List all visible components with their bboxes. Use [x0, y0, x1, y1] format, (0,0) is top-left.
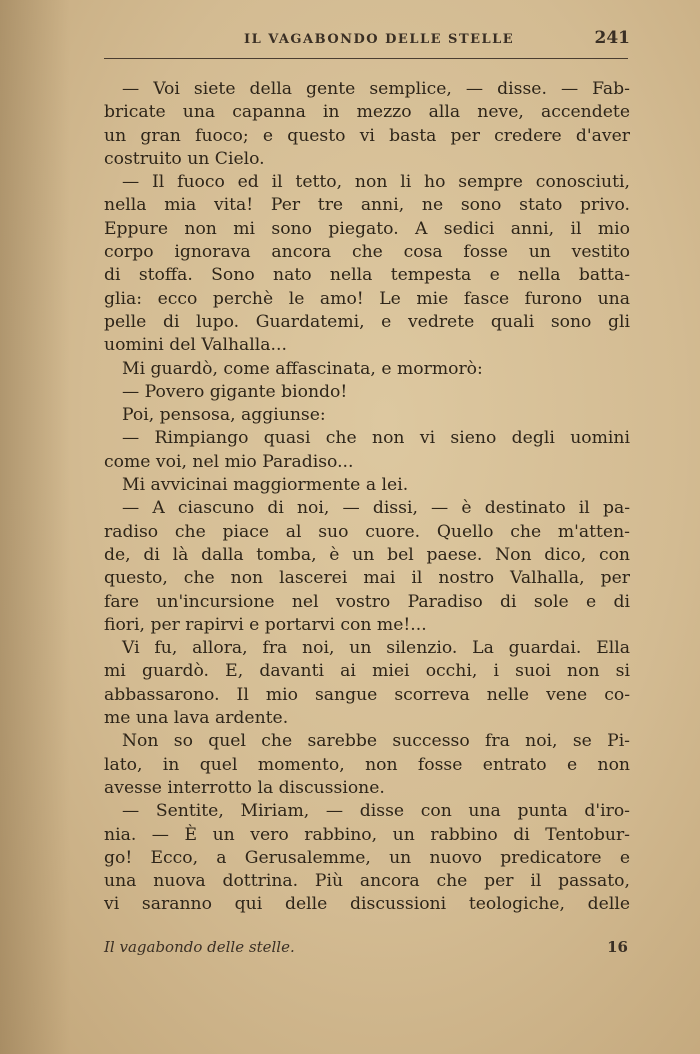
text-line: nella mia vita! Per tre anni, ne sono stato privo. [104, 195, 630, 216]
text-line: costruito un Cielo. [104, 148, 265, 169]
text-line: Non so quel che sarebbe successo fra noi, se Pi- [122, 731, 630, 752]
text-line: avesse interrotto la discussione. [104, 777, 385, 798]
text-line: Vi fu, allora, fra noi, un silenzio. La guardai. Ella [122, 638, 630, 659]
text-line: glia: ecco perchè le amo! Le mie fasce furono una [104, 288, 630, 309]
header-rule [104, 58, 628, 59]
text-line: un gran fuoco; e questo vi basta per credere d'aver [104, 125, 630, 146]
text-line: fiori, per rapirvi e portarvi con me!... [104, 614, 427, 635]
text-line: questo, che non lascerei mai il nostro Valhalla, per [104, 568, 630, 589]
text-line: — A ciascuno di noi, — dissi, — è destinato il pa- [122, 498, 630, 519]
footer-book-title: Il vagabondo delle stelle. [104, 938, 295, 956]
text-line: Mi guardò, come affascinata, e mormorò: [122, 358, 483, 379]
text-line: una nuova dottrina. Più ancora che per il passato, [104, 871, 630, 892]
text-line: fare un'incursione nel vostro Paradiso di sole e di [104, 591, 630, 612]
text-line: nia. — È un vero rabbino, un rabbino di Tentobur- [104, 824, 630, 845]
text-line: Mi avvicinai maggiormente a lei. [122, 475, 409, 496]
body-text [104, 78, 630, 917]
text-line: lato, in quel momento, non fosse entrato e non [104, 754, 630, 775]
text-line: me una lava ardente. [104, 708, 289, 729]
text-line: — Il fuoco ed il tetto, non li ho sempre conosciuti, [122, 172, 630, 193]
text-line: abbassarono. Il mio sangue scorreva nelle vene co- [104, 684, 630, 705]
text-line: corpo ignorava ancora che cosa fosse un vestito [104, 242, 630, 263]
signature-mark: 16 [607, 938, 628, 956]
text-line: Poi, pensosa, aggiunse: [122, 405, 326, 426]
text-line: mi guardò. E, davanti ai miei occhi, i suoi non si [104, 661, 630, 682]
text-line: pelle di lupo. Guardatemi, e vedrete quali sono gli [104, 311, 630, 332]
text-line: de, di là dalla tomba, è un bel paese. Non dico, con [104, 544, 630, 565]
page-footer [104, 938, 628, 964]
text-line: go! Ecco, a Gerusalemme, un nuovo predicatore e [104, 847, 630, 868]
text-line: uomini del Valhalla... [104, 335, 287, 356]
text-line: bricate una capanna in mezzo alla neve, accendete [104, 102, 630, 123]
text-line: — Voi siete della gente semplice, — disse. — Fab- [122, 79, 630, 99]
text-line: Eppure non mi sono piegato. A sedici anni, il mio [104, 218, 630, 239]
text-line: come voi, nel mio Paradiso... [104, 451, 354, 472]
page-header [104, 26, 630, 54]
page-number: 241 [594, 28, 630, 48]
running-title: IL VAGABONDO DELLE STELLE [244, 32, 515, 47]
text-line: — Rimpiango quasi che non vi sieno degli uomini [122, 428, 630, 449]
text-line: — Povero gigante biondo! [122, 381, 348, 402]
text-line: radiso che piace al suo cuore. Quello che m'atten- [104, 521, 630, 542]
text-line: — Sentite, Miriam, — disse con una punta d'iro- [122, 801, 630, 822]
text-line: vi saranno qui delle discussioni teologiche, delle [104, 894, 630, 915]
text-line: di stoffa. Sono nato nella tempesta e nella batta- [104, 265, 630, 286]
